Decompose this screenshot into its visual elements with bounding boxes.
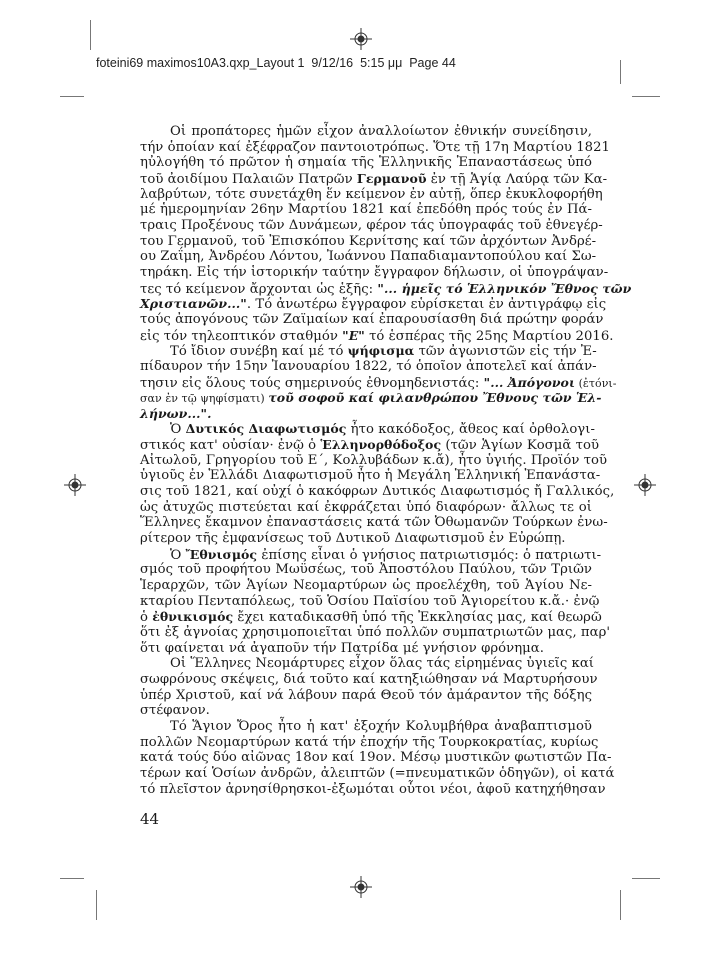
text-line — [140, 343, 597, 360]
bold-term: ψήφισμα — [347, 343, 415, 359]
text-run: τηράκη. Εἰς τήν ἱστορικήν ταύτην ἔγγραφον δήλωσιν, οἱ ὑπογράψαν- — [140, 264, 609, 280]
text-run: λαβρύτων, τότε συνετάχθη ἕν κείμενον ἐν αὐτῇ, ὅπερ ἐκυκλοφορήθη — [140, 186, 603, 202]
crop-mark — [60, 96, 84, 97]
bold-term: Γερμανοῦ — [356, 170, 427, 186]
text-line — [140, 484, 615, 500]
text-run: Ὁ — [170, 547, 186, 563]
crop-mark — [96, 890, 97, 920]
text-run: Ὁ — [170, 422, 186, 438]
text-run: τοῦ ἀοιδίμου Παλαιῶν Πατρῶν — [140, 171, 357, 187]
registration-mark-icon — [64, 474, 86, 496]
text-run: σωφρόνους σκέψεις, διά τοῦτο καί κατηξιώθησαν νά Μαρτυρήσουν — [140, 671, 598, 687]
text-run: ὅτι ἐξ ἀγνοίας χρησιμοποιεῖται ὑπό πολλῶν συμπατριωτῶν μας, παρ' — [140, 625, 611, 640]
text-line — [140, 280, 632, 297]
quoted-text: "... Ἀπόγονοι — [483, 374, 576, 390]
text-run: κατά τούς δύο αἰῶνας 18ον καί 19ον. Μέσῳ μυστικῶν φωτιστῶν Πα- — [140, 750, 612, 766]
text-run: στέφανον. — [140, 703, 210, 719]
text-line — [140, 765, 615, 782]
text-run: μέ ἡμερομηνίαν 26ην Μαρτίου 1821 καί ἐπεδόθη πρός τούς ἐν Πά- — [140, 202, 592, 218]
text-line — [140, 468, 601, 484]
text-line — [140, 719, 592, 735]
bold-term: Δυτικός Διαφωτισμός — [185, 421, 347, 437]
text-run: ὁ — [140, 610, 153, 626]
text-line — [140, 641, 592, 657]
text-line — [140, 625, 611, 641]
registration-mark-icon — [350, 876, 372, 898]
quoted-text: Χριστιανῶν..." — [140, 296, 247, 312]
print-slug: foteini69 maximos10A3.qxp_Layout 1 9/12/16 5:15 μμ Page 44 — [96, 56, 456, 70]
text-run: πολλῶν Νεομαρτύρων κατά τήν ἐποχήν τῆς Τουρκοκρατίας, κυρίως — [140, 734, 599, 750]
text-run: τήν ὁποίαν καί ἐξέφραζον παντοιοτρόπως. Ὅτε τῇ 17η Μαρτίου 1821 — [140, 139, 610, 155]
text-line — [140, 703, 592, 719]
text-line — [140, 421, 595, 438]
crop-mark — [620, 890, 621, 920]
text-line — [140, 406, 592, 422]
quoted-text: τοῦ σοφοῦ καί φιλανθρώπου Ἔθνους τῶν Ἑλ- — [268, 390, 602, 406]
text-line — [140, 562, 592, 578]
text-line — [140, 358, 597, 375]
text-run: ὑπέρ Χριστοῦ, καί νά λάβουν παρά Θεοῦ τόν ἀμάραντον τῆς δόξης — [140, 687, 592, 703]
text-line — [140, 233, 597, 250]
crop-mark — [620, 60, 621, 84]
bold-term: Ἑλληνορθόδοξος — [320, 437, 442, 453]
text-line — [140, 452, 608, 469]
text-run: ηὐλογήθη τό πρῶτον ἡ σημαία τῆς Ἑλληνικῆς Ἐπαναστάσεως ὑπό — [140, 155, 592, 171]
text-run: τέρων καί Ὁσίων ἀνδρῶν, ἀλειπτῶν (=πνευματικῶν ὁδηγῶν), οἱ κατά — [140, 765, 615, 781]
quoted-text: "Ε" — [342, 327, 365, 343]
text-run: ρίτερον τῆς ἐμφανίσεως τοῦ Δυτικοῦ Διαφωτισμοῦ ἐν Εὐρώπῃ. — [140, 531, 566, 547]
text-run: εἰς τόν τηλεοπτικόν σταθμόν — [140, 328, 343, 344]
text-line — [140, 327, 614, 344]
text-run: σμός τοῦ προφήτου Μωϋσέως, τοῦ Ἀποστόλου Παύλου, τῶν Τριῶν — [140, 562, 592, 578]
text-run: ἔχει καταδικασθῆ ὑπό τῆς Ἐκκλησίας μας, καί θεωρῶ — [233, 610, 602, 626]
text-line — [140, 688, 592, 704]
text-line — [140, 750, 612, 766]
text-run: στικός κατ' οὐσίαν· ἐνῷ ὁ — [140, 438, 321, 454]
text-line — [140, 124, 592, 140]
text-run: τούς ἀπογόνους τῶν Ζαϊμαίων καί ἐπαρουσίασθη διά πρώτην φοράν — [140, 311, 604, 327]
bold-term: Ἔθνισμός — [185, 546, 258, 562]
text-line — [140, 734, 599, 751]
text-run: Τό ἴδιον συνέβη καί μέ τό — [170, 344, 348, 360]
text-line — [140, 264, 609, 281]
text-run: ὡς ἀτυχῶς πιστεύεται καί ἐκφράζεται ὑπό διαφόρων· ἄλλως τε οἱ — [140, 499, 592, 515]
crop-mark — [60, 878, 84, 879]
small-text: σαν ἐν τῷ ψηφίσματι) — [140, 392, 269, 406]
text-line — [140, 374, 617, 391]
text-run: του Γερμανοῦ, τοῦ Ἐπισκόπου Κερνίτσης καί τῶν ἀρχόντων Ἀνδρέ- — [140, 233, 597, 249]
text-run: (τῶν Ἁγίων Κοσμᾶ τοῦ — [441, 438, 600, 454]
text-line — [140, 593, 600, 610]
text-line — [140, 217, 603, 234]
crop-mark — [90, 20, 91, 50]
text-run: Οἱ Ἕλληνες Νεομάρτυρες εἶχον ὅλας τάς εἰρημένας ὑγιεῖς καί — [170, 656, 595, 672]
text-line — [140, 531, 592, 547]
quoted-text: λήνων...". — [140, 405, 212, 421]
text-run: Τό Ἅγιον Ὄρος ἦτο ἡ κατ' ἐξοχήν Κολυμβήθρα ἀναβαπτισμοῦ — [170, 718, 592, 734]
text-line — [140, 781, 606, 798]
text-line — [140, 249, 597, 265]
text-line — [140, 296, 607, 313]
registration-mark-icon — [634, 474, 656, 496]
small-text: (ἐτόνι- — [575, 376, 617, 390]
crop-mark — [632, 878, 660, 879]
text-run: Ἱεραρχῶν, τῶν Ἁγίων Νεομαρτύρων ὡς προελέχθη, τοῦ Ἁγίου Νε- — [140, 578, 592, 594]
text-line — [140, 311, 604, 328]
page-number: 44 — [140, 810, 160, 828]
text-run: Οἱ προπάτορες ἡμῶν εἶχον ἀναλλοίωτον ἐθνικήν συνείδησιν, — [170, 124, 592, 139]
quoted-text: "... ἡμεῖς τό Ἑλληνικόν Ἔθνος τῶν — [377, 280, 632, 296]
text-line — [140, 390, 602, 406]
text-run: πίδαυρον τήν 15ην Ἰανουαρίου 1822, τό ὁποῖον ἀποτελεῖ καί ἀπάν- — [140, 358, 597, 374]
text-run: ἦτο κακόδοξος, ἄθεος καί ὀρθολογι- — [346, 422, 595, 438]
body-text — [140, 124, 632, 797]
text-run: ἐν τῇ Ἁγίᾳ Λαύρᾳ τῶν Κα- — [426, 171, 608, 187]
text-run: τό πλεῖστον ἀρνησίθρησκοι-ἐξωμόται οὗτοι νέοι, ἀφοῦ κατηχήθησαν — [140, 781, 606, 797]
text-run: σις τοῦ 1821, καί οὐχί ὁ κακόφρων Δυτικός Διαφωτισμός ἤ Γαλλικός, — [140, 484, 615, 500]
text-line — [140, 500, 592, 516]
text-line — [140, 170, 608, 187]
text-line — [140, 546, 602, 563]
text-run: τῶν ἀγωνιστῶν εἰς τήν Ἐ- — [414, 344, 597, 360]
text-run: κταρίου Πενταπόλεως, τοῦ Ὁσίου Παϊσίου τοῦ Ἁγιορείτου κ.ἄ.· ἐνῷ — [140, 593, 600, 609]
text-run: τησιν εἰς ὅλους τούς σημερινούς ἐθνομηδενιστάς: — [140, 375, 484, 391]
text-run: Αἰτωλοῦ, Γρηγορίου τοῦ Ε΄, Κολλυβάδων κ.ἄ), ἦτο ὑγιής. Προϊόν τοῦ — [140, 452, 608, 468]
registration-mark-icon — [350, 28, 372, 50]
text-line — [140, 578, 592, 594]
text-line — [140, 437, 600, 454]
text-run: τό ἑσπέρας τῆς 25ης Μαρτίου 2016. — [364, 328, 614, 344]
text-run: ου Ζαΐμη, Ἀνδρέου Λόντου, Ἰωάννου Παπαδιαμαντοπούλου καί Σω- — [140, 249, 597, 265]
text-line — [140, 186, 603, 203]
text-run: ὅτι φαίνεται νά ἀγαποῦν τήν Πατρίδα μέ γνήσιον φρόνημα. — [140, 640, 545, 656]
text-run: ἐπίσης εἶναι ὁ γνήσιος πατριωτισμός: ὁ πατριωτι- — [257, 547, 602, 563]
text-line — [140, 515, 608, 531]
text-line — [140, 656, 595, 672]
text-run: ὑγιοῦς ἐν Ἑλλάδι Διαφωτισμοῦ ἦτο ἡ Μεγάλη Ἑλληνική Ἐπανάστα- — [140, 468, 601, 484]
text-line — [140, 155, 592, 171]
text-line — [140, 609, 602, 626]
crop-mark — [632, 96, 660, 97]
text-line — [140, 671, 598, 688]
text-run: τραις Προξένους τῶν Δυνάμεων, φέρον τάς ὑπογραφάς τοῦ ἐθνεγέρ- — [140, 217, 603, 233]
text-line — [140, 202, 592, 218]
text-line — [140, 139, 610, 156]
text-run: . Τό ἀνωτέρω ἔγγραφον εὑρίσκεται ἐν ἀντιγράφῳ εἰς — [246, 297, 607, 313]
text-run: Ἕλληνες ἔκαμνον ἐπαναστάσεις κατά τῶν Ὀθωμανῶν Τούρκων ἐνω- — [140, 515, 608, 531]
bold-term: ἐθνικισμός — [152, 609, 234, 625]
text-run: τες τό κείμενον ἄρχονται ὡς ἑξῆς: — [140, 281, 378, 297]
